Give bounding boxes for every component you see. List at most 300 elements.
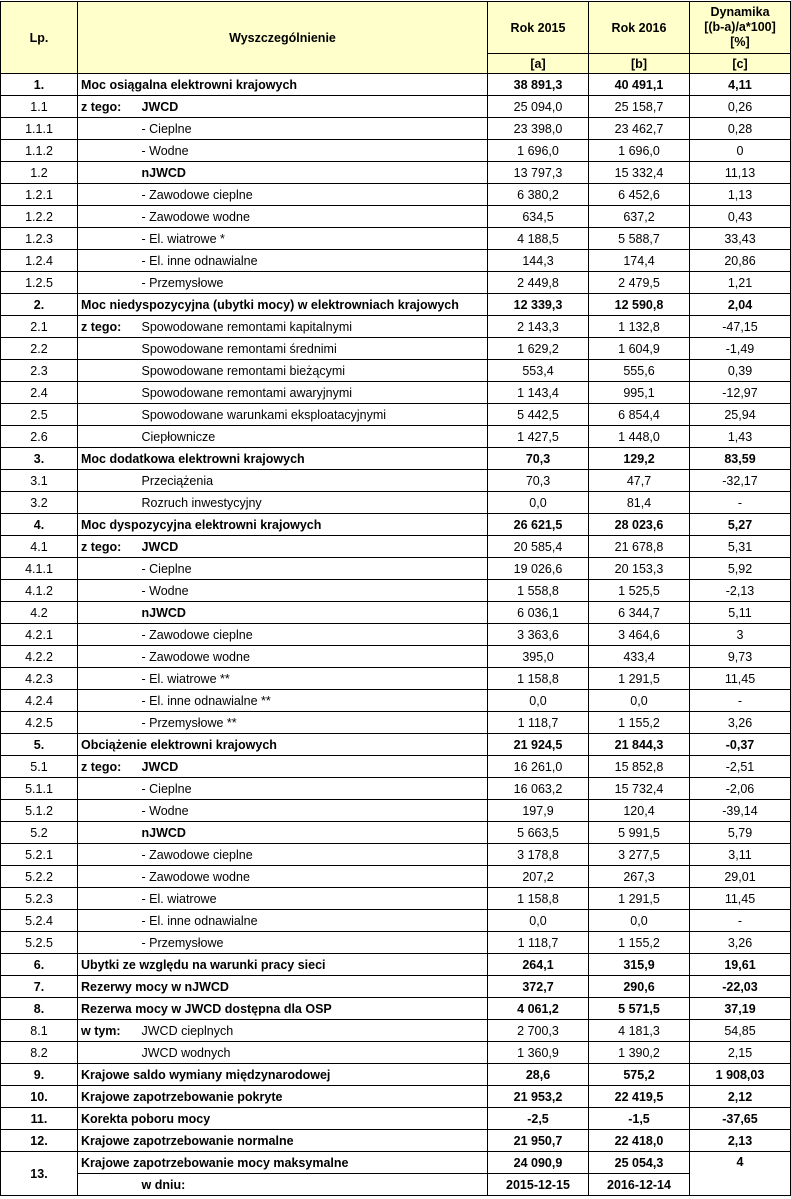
value-c: 25,94	[690, 404, 791, 426]
row-description: nJWCD	[139, 602, 488, 624]
row-description: nJWCD	[139, 162, 488, 184]
value-a: 21 924,5	[488, 734, 589, 756]
row-number: 5.1.1	[1, 778, 78, 800]
row-qualifier: z tego:	[78, 756, 139, 778]
value-a: 144,3	[488, 250, 589, 272]
row-qualifier	[78, 162, 139, 184]
row-number: 11.	[1, 1108, 78, 1130]
row-number: 4.2.5	[1, 712, 78, 734]
value-b: 15 852,8	[589, 756, 690, 778]
row-qualifier	[78, 580, 139, 602]
table-row	[1, 844, 791, 866]
row-qualifier: z tego:	[78, 536, 139, 558]
row-number: 2.5	[1, 404, 78, 426]
value-b: 47,7	[589, 470, 690, 492]
value-a: 197,9	[488, 800, 589, 822]
table-row	[1, 624, 791, 646]
value-a: 1 118,7	[488, 712, 589, 734]
table-row	[1, 976, 791, 998]
row-description: - Przemysłowe **	[139, 712, 488, 734]
value-a: 5 442,5	[488, 404, 589, 426]
value-a: -2,5	[488, 1108, 589, 1130]
table-row	[1, 1020, 791, 1042]
value-a: 21 950,7	[488, 1130, 589, 1152]
value-c: 5,11	[690, 602, 791, 624]
row-qualifier: z tego:	[78, 316, 139, 338]
value-c: 2,12	[690, 1086, 791, 1108]
row-qualifier	[78, 272, 139, 294]
row-description: Rezerwy mocy w nJWCD	[78, 976, 488, 998]
value-b: 25 158,7	[589, 96, 690, 118]
row-number: 5.	[1, 734, 78, 756]
header-row	[1, 2, 791, 54]
table-row	[1, 470, 791, 492]
value-a: 70,3	[488, 448, 589, 470]
row-number: 12.	[1, 1130, 78, 1152]
row-qualifier	[78, 822, 139, 844]
row-qualifier	[78, 778, 139, 800]
row-qualifier	[78, 382, 139, 404]
row-qualifier	[78, 602, 139, 624]
value-b: 995,1	[589, 382, 690, 404]
value-b: 5 571,5	[589, 998, 690, 1020]
row-description: Krajowe zapotrzebowanie mocy maksymalne	[78, 1152, 488, 1174]
value-b: 1 525,5	[589, 580, 690, 602]
value-c: -37,65	[690, 1108, 791, 1130]
value-b: -1,5	[589, 1108, 690, 1130]
table-row	[1, 998, 791, 1020]
table-row	[1, 866, 791, 888]
table-row	[1, 118, 791, 140]
value-b: 5 588,7	[589, 228, 690, 250]
value-a: 1 696,0	[488, 140, 589, 162]
row-description: Rezerwa mocy w JWCD dostępna dla OSP	[78, 998, 488, 1020]
value-b: 267,3	[589, 866, 690, 888]
value-a: 6 036,1	[488, 602, 589, 624]
date-label: w dniu:	[139, 1174, 488, 1196]
value-b: 15 732,4	[589, 778, 690, 800]
row-qualifier	[78, 250, 139, 272]
value-b: 22 418,0	[589, 1130, 690, 1152]
row-qualifier	[78, 844, 139, 866]
table-row	[1, 800, 791, 822]
row-qualifier	[78, 624, 139, 646]
table-row	[1, 360, 791, 382]
value-a: 207,2	[488, 866, 589, 888]
row-description: - Cieplne	[139, 558, 488, 580]
row-description: - Cieplne	[139, 118, 488, 140]
row-qualifier: z tego:	[78, 96, 139, 118]
row-description: Moc dodatkowa elektrowni krajowych	[78, 448, 488, 470]
value-c: -2,51	[690, 756, 791, 778]
value-c: -	[690, 492, 791, 514]
row-description: nJWCD	[139, 822, 488, 844]
row-number: 1.1.1	[1, 118, 78, 140]
value-b: 23 462,7	[589, 118, 690, 140]
header-dynamics-unit: [%]	[730, 35, 750, 49]
row-description: - El. wiatrowe *	[139, 228, 488, 250]
value-c: 0,39	[690, 360, 791, 382]
table-row	[1, 602, 791, 624]
row-qualifier	[78, 184, 139, 206]
header-dynamics-title: Dynamika	[710, 5, 770, 19]
value-b: 21 844,3	[589, 734, 690, 756]
row-number: 5.2.4	[1, 910, 78, 932]
row-description: JWCD	[139, 536, 488, 558]
value-a: 5 663,5	[488, 822, 589, 844]
value-c: 37,19	[690, 998, 791, 1020]
header-description: Wyszczególnienie	[78, 2, 488, 74]
row-number: 4.2.2	[1, 646, 78, 668]
table-row	[1, 558, 791, 580]
table-row	[1, 580, 791, 602]
row-description: - Wodne	[139, 800, 488, 822]
row-description: Moc niedyspozycyjna (ubytki mocy) w elektrowniach krajowych	[78, 294, 488, 316]
row-qualifier	[78, 338, 139, 360]
row-number: 4.2.3	[1, 668, 78, 690]
value-a: 3 178,8	[488, 844, 589, 866]
value-a: 25 094,0	[488, 96, 589, 118]
value-c: -2,06	[690, 778, 791, 800]
row-number: 8.1	[1, 1020, 78, 1042]
table-row	[1, 228, 791, 250]
row-qualifier: w tym:	[78, 1020, 139, 1042]
value-a: 0,0	[488, 910, 589, 932]
row-description: - El. wiatrowe	[139, 888, 488, 910]
row-qualifier	[78, 404, 139, 426]
value-a: 12 339,3	[488, 294, 589, 316]
row-number: 2.6	[1, 426, 78, 448]
value-c: 3,26	[690, 712, 791, 734]
value-a: 13 797,3	[488, 162, 589, 184]
value-b: 433,4	[589, 646, 690, 668]
value-b: 1 155,2	[589, 712, 690, 734]
row-description: Spowodowane warunkami eksploatacyjnymi	[139, 404, 488, 426]
value-a: 24 090,9	[488, 1152, 589, 1174]
value-c: -47,15	[690, 316, 791, 338]
value-b: 1 291,5	[589, 888, 690, 910]
value-c: 11,45	[690, 668, 791, 690]
row-number: 1.2.4	[1, 250, 78, 272]
value-a: 70,3	[488, 470, 589, 492]
value-c: 0,26	[690, 96, 791, 118]
row-description: Rozruch inwestycyjny	[139, 492, 488, 514]
value-a: 553,4	[488, 360, 589, 382]
row-qualifier	[78, 712, 139, 734]
table-row	[1, 910, 791, 932]
row-description: - Zawodowe wodne	[139, 866, 488, 888]
value-c: 3,26	[690, 932, 791, 954]
row-number: 1.1.2	[1, 140, 78, 162]
row-number: 4.1.1	[1, 558, 78, 580]
row-number: 4.1.2	[1, 580, 78, 602]
row-description: Korekta poboru mocy	[78, 1108, 488, 1130]
header-dynamics-formula: [(b-a)/a*100]	[704, 20, 776, 34]
row-number: 1.2.2	[1, 206, 78, 228]
row-description: Krajowe zapotrzebowanie normalne	[78, 1130, 488, 1152]
row-description: Ubytki ze względu na warunki pracy sieci	[78, 954, 488, 976]
row-description: - Cieplne	[139, 778, 488, 800]
value-c: 5,92	[690, 558, 791, 580]
row-description: - Wodne	[139, 580, 488, 602]
row-number: 2.	[1, 294, 78, 316]
row-number: 1.2.1	[1, 184, 78, 206]
table-row	[1, 954, 791, 976]
value-b: 1 604,9	[589, 338, 690, 360]
value-b: 6 344,7	[589, 602, 690, 624]
row-description: JWCD	[139, 756, 488, 778]
table-row	[1, 162, 791, 184]
value-b: 637,2	[589, 206, 690, 228]
value-a: 1 143,4	[488, 382, 589, 404]
value-b: 15 332,4	[589, 162, 690, 184]
value-b: 555,6	[589, 360, 690, 382]
value-b: 25 054,3	[589, 1152, 690, 1174]
value-a: 2 449,8	[488, 272, 589, 294]
value-a: 4 188,5	[488, 228, 589, 250]
value-c: -12,97	[690, 382, 791, 404]
table-row	[1, 932, 791, 954]
value-c: -2,13	[690, 580, 791, 602]
row-description: - Zawodowe cieplne	[139, 624, 488, 646]
value-c: -32,17	[690, 470, 791, 492]
table-row	[1, 734, 791, 756]
table-row	[1, 184, 791, 206]
header-col-b: [b]	[589, 54, 690, 74]
row-number: 2.3	[1, 360, 78, 382]
table-row	[1, 888, 791, 910]
value-c: 1,43	[690, 426, 791, 448]
row-number: 2.1	[1, 316, 78, 338]
table-row	[1, 382, 791, 404]
value-b: 3 277,5	[589, 844, 690, 866]
table-row-13	[1, 1152, 791, 1174]
header-year-2016: Rok 2016	[589, 2, 690, 54]
row-qualifier	[78, 690, 139, 712]
row-number: 3.1	[1, 470, 78, 492]
row-number: 1.2.3	[1, 228, 78, 250]
value-a: 2 700,3	[488, 1020, 589, 1042]
table-row	[1, 822, 791, 844]
value-a: 21 953,2	[488, 1086, 589, 1108]
row-number: 5.1.2	[1, 800, 78, 822]
row-qualifier	[78, 888, 139, 910]
value-c: 83,59	[690, 448, 791, 470]
value-c: -	[690, 690, 791, 712]
value-b: 22 419,5	[589, 1086, 690, 1108]
value-a: 38 891,3	[488, 74, 589, 96]
value-c: 11,45	[690, 888, 791, 910]
row-description: Przeciążenia	[139, 470, 488, 492]
row-description: - Wodne	[139, 140, 488, 162]
value-b: 1 132,8	[589, 316, 690, 338]
row-qualifier	[78, 668, 139, 690]
row-number: 5.2.1	[1, 844, 78, 866]
value-a: 1 558,8	[488, 580, 589, 602]
value-b: 40 491,1	[589, 74, 690, 96]
row-number: 13.	[1, 1152, 78, 1196]
row-number: 4.2.4	[1, 690, 78, 712]
table-row	[1, 426, 791, 448]
row-number: 8.	[1, 998, 78, 1020]
row-description: JWCD cieplnych	[139, 1020, 488, 1042]
value-c: -39,14	[690, 800, 791, 822]
table-row	[1, 514, 791, 536]
row-number: 3.2	[1, 492, 78, 514]
value-c: -22,03	[690, 976, 791, 998]
table-row	[1, 492, 791, 514]
row-qualifier	[78, 140, 139, 162]
value-b: 12 590,8	[589, 294, 690, 316]
row-number: 1.2	[1, 162, 78, 184]
value-c: -0,37	[690, 734, 791, 756]
value-c: 33,43	[690, 228, 791, 250]
row-description: - Zawodowe cieplne	[139, 184, 488, 206]
value-a: 23 398,0	[488, 118, 589, 140]
row-qualifier	[78, 206, 139, 228]
value-c: 5,31	[690, 536, 791, 558]
value-c: 0,43	[690, 206, 791, 228]
value-c: 9,73	[690, 646, 791, 668]
row-qualifier	[78, 492, 139, 514]
row-qualifier	[78, 866, 139, 888]
row-description: - Przemysłowe	[139, 272, 488, 294]
table-row	[1, 206, 791, 228]
value-a: 0,0	[488, 492, 589, 514]
header-year-2015: Rok 2015	[488, 2, 589, 54]
row-description: - Zawodowe wodne	[139, 646, 488, 668]
table-row	[1, 756, 791, 778]
value-c: 5,27	[690, 514, 791, 536]
value-c: 1 908,03	[690, 1064, 791, 1086]
value-b: 3 464,6	[589, 624, 690, 646]
value-b: 1 155,2	[589, 932, 690, 954]
value-b: 5 991,5	[589, 822, 690, 844]
value-c: 19,61	[690, 954, 791, 976]
row-qualifier	[78, 800, 139, 822]
value-c: 1,13	[690, 184, 791, 206]
value-c: -1,49	[690, 338, 791, 360]
value-a: 28,6	[488, 1064, 589, 1086]
table-row	[1, 448, 791, 470]
row-description: JWCD wodnych	[139, 1042, 488, 1064]
table-row	[1, 1108, 791, 1130]
value-b: 2 479,5	[589, 272, 690, 294]
value-b: 0,0	[589, 910, 690, 932]
table-row	[1, 668, 791, 690]
row-description: Krajowe zapotrzebowanie pokryte	[78, 1086, 488, 1108]
value-b: 1 291,5	[589, 668, 690, 690]
row-description: Spowodowane remontami bieżącymi	[139, 360, 488, 382]
row-number: 4.1	[1, 536, 78, 558]
value-b: 1 696,0	[589, 140, 690, 162]
value-b: 120,4	[589, 800, 690, 822]
row-qualifier	[78, 360, 139, 382]
row-qualifier	[78, 558, 139, 580]
value-b: 174,4	[589, 250, 690, 272]
value-b: 81,4	[589, 492, 690, 514]
value-c: 5,79	[690, 822, 791, 844]
row-description: - El. inne odnawialne	[139, 910, 488, 932]
row-description: - El. wiatrowe **	[139, 668, 488, 690]
value-a: 1 118,7	[488, 932, 589, 954]
row-number: 2.4	[1, 382, 78, 404]
row-number: 4.	[1, 514, 78, 536]
table-row	[1, 140, 791, 162]
value-a: 1 629,2	[488, 338, 589, 360]
table-row	[1, 646, 791, 668]
value-a: 16 063,2	[488, 778, 589, 800]
value-c: 4	[690, 1152, 791, 1196]
row-number: 1.1	[1, 96, 78, 118]
value-b: 20 153,3	[589, 558, 690, 580]
value-c: 20,86	[690, 250, 791, 272]
row-qualifier	[78, 932, 139, 954]
row-number: 1.2.5	[1, 272, 78, 294]
value-a: 26 621,5	[488, 514, 589, 536]
value-b: 129,2	[589, 448, 690, 470]
row-number: 5.2	[1, 822, 78, 844]
row-description: - El. inne odnawialne	[139, 250, 488, 272]
table-row	[1, 712, 791, 734]
row-number: 4.2.1	[1, 624, 78, 646]
table-row	[1, 536, 791, 558]
value-c: 54,85	[690, 1020, 791, 1042]
value-a: 0,0	[488, 690, 589, 712]
row-number: 6.	[1, 954, 78, 976]
row-number: 9.	[1, 1064, 78, 1086]
row-qualifier	[78, 1042, 139, 1064]
table-row	[1, 778, 791, 800]
row-number: 2.2	[1, 338, 78, 360]
row-number: 1.	[1, 74, 78, 96]
value-c: 0,28	[690, 118, 791, 140]
value-a: 3 363,6	[488, 624, 589, 646]
row-description: Obciążenie elektrowni krajowych	[78, 734, 488, 756]
value-a: 264,1	[488, 954, 589, 976]
value-a: 20 585,4	[488, 536, 589, 558]
value-c: -	[690, 910, 791, 932]
value-a: 6 380,2	[488, 184, 589, 206]
value-b: 4 181,3	[589, 1020, 690, 1042]
header-col-a: [a]	[488, 54, 589, 74]
row-qualifier	[78, 470, 139, 492]
table-row	[1, 96, 791, 118]
table-row	[1, 1042, 791, 1064]
value-a: 372,7	[488, 976, 589, 998]
table-row	[1, 74, 791, 96]
value-a: 634,5	[488, 206, 589, 228]
value-a: 1 158,8	[488, 888, 589, 910]
row-number: 5.1	[1, 756, 78, 778]
value-b: 315,9	[589, 954, 690, 976]
value-c: 2,15	[690, 1042, 791, 1064]
value-b: 6 452,6	[589, 184, 690, 206]
value-a: 4 061,2	[488, 998, 589, 1020]
table-row	[1, 1130, 791, 1152]
table-row	[1, 294, 791, 316]
row-description: Moc dyspozycyjna elektrowni krajowych	[78, 514, 488, 536]
value-b: 575,2	[589, 1064, 690, 1086]
row-number: 10.	[1, 1086, 78, 1108]
row-description: Spowodowane remontami kapitalnymi	[139, 316, 488, 338]
value-b: 6 854,4	[589, 404, 690, 426]
row-number: 4.2	[1, 602, 78, 624]
header-dynamics	[690, 2, 791, 54]
row-number: 5.2.5	[1, 932, 78, 954]
value-a: 395,0	[488, 646, 589, 668]
value-a: 2 143,3	[488, 316, 589, 338]
